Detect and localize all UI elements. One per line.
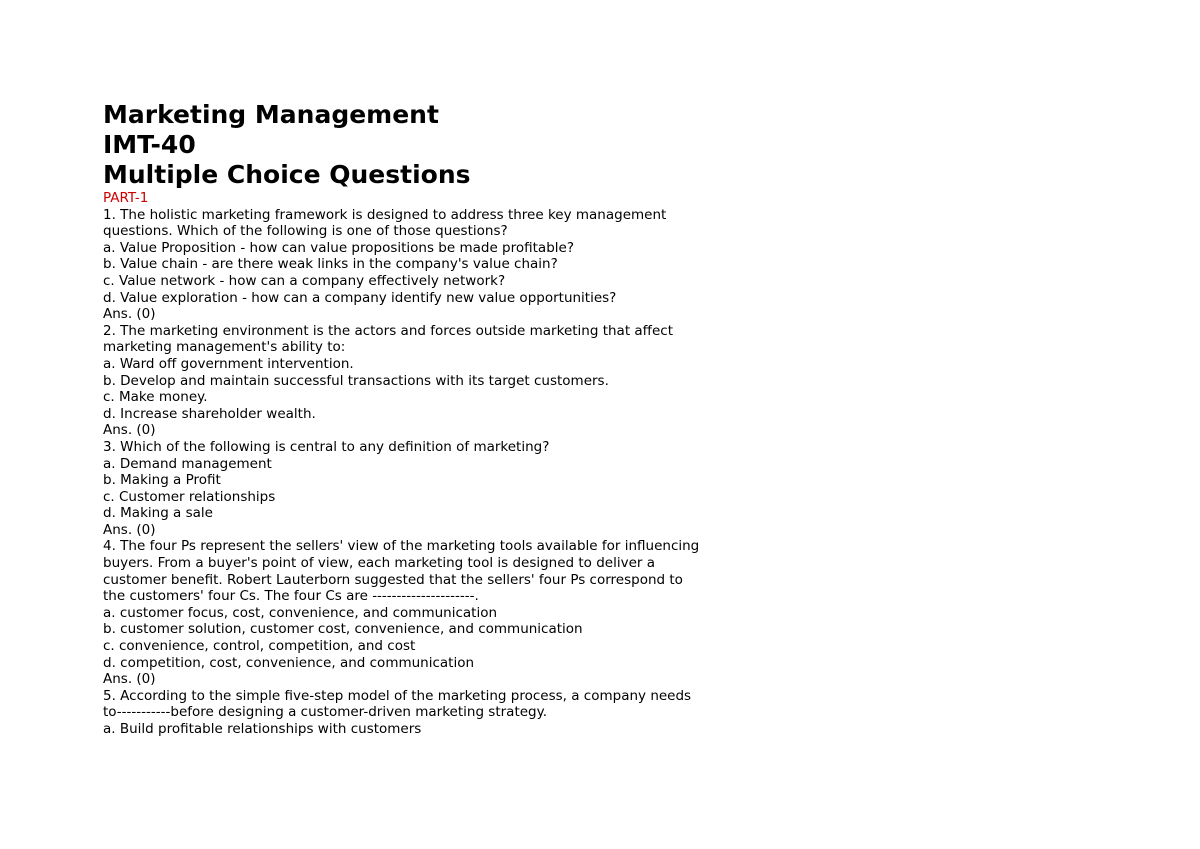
question-1-option-a: a. Value Proposition - how can value propositions be made profitable? — [103, 239, 574, 256]
question-4-option-a: a. customer focus, cost, convenience, and communication — [103, 604, 498, 621]
question-2-line-2: marketing management's ability to: — [103, 339, 346, 356]
question-3-option-b: b. Making a Profit — [103, 472, 221, 489]
question-4-option-b: b. customer solution, customer cost, convenience, and communication — [103, 621, 583, 638]
part-label: PART-1 — [103, 190, 149, 206]
question-1-option-b: b. Value chain - are there weak links in the company's value chain? — [103, 256, 558, 273]
question-4-answer: Ans. (0) — [103, 671, 156, 688]
question-1-answer: Ans. (0) — [103, 306, 156, 323]
question-2-answer: Ans. (0) — [103, 422, 156, 439]
question-4-line-3: customer benefit. Robert Lauterborn suggested that the sellers' four Ps correspond to — [103, 571, 683, 588]
document-subtitle: Multiple Choice Questions — [103, 160, 471, 189]
question-3-option-a: a. Demand management — [103, 455, 272, 472]
question-1-line-1: 1. The holistic marketing framework is designed to address three key management — [103, 206, 667, 223]
question-5-line-2: to-----------before designing a customer-driven marketing strategy. — [103, 704, 547, 721]
question-3-answer: Ans. (0) — [103, 521, 156, 538]
question-2-option-d: d. Increase shareholder wealth. — [103, 405, 316, 422]
question-5-option-a: a. Build profitable relationships with customers — [103, 721, 422, 737]
question-4-line-1: 4. The four Ps represent the sellers' view of the marketing tools available for influencing — [103, 538, 700, 555]
question-2-line-1: 2. The marketing environment is the actors and forces outside marketing that affect — [103, 322, 674, 339]
question-1-line-2: questions. Which of the following is one of those questions? — [103, 223, 508, 240]
document-title: Marketing Management — [103, 100, 439, 129]
course-code: IMT-40 — [103, 130, 196, 159]
question-3-option-d: d. Making a sale — [103, 505, 213, 522]
question-1-option-d: d. Value exploration - how can a company identify new value opportunities? — [103, 289, 617, 306]
question-2-option-a: a. Ward off government intervention. — [103, 355, 354, 372]
question-3-line-1: 3. Which of the following is central to any definition of marketing? — [103, 438, 550, 455]
question-4-line-4: the customers' four Cs. The four Cs are ---------------------. — [103, 588, 479, 605]
question-4-line-2: buyers. From a buyer's point of view, each marketing tool is designed to deliver a — [103, 555, 656, 572]
question-4-option-c: c. convenience, control, competition, and cost — [103, 638, 416, 655]
question-body — [103, 207, 783, 738]
question-3-option-c: c. Customer relationships — [103, 488, 276, 505]
question-2-option-b: b. Develop and maintain successful transactions with its target customers. — [103, 372, 609, 389]
question-5-line-1: 5. According to the simple five-step model of the marketing process, a company needs — [103, 687, 692, 704]
question-4-option-d: d. competition, cost, convenience, and communication — [103, 654, 475, 671]
question-1-option-c: c. Value network - how can a company effectively network? — [103, 272, 506, 289]
document-page — [103, 100, 783, 738]
question-2-option-c: c. Make money. — [103, 389, 208, 406]
